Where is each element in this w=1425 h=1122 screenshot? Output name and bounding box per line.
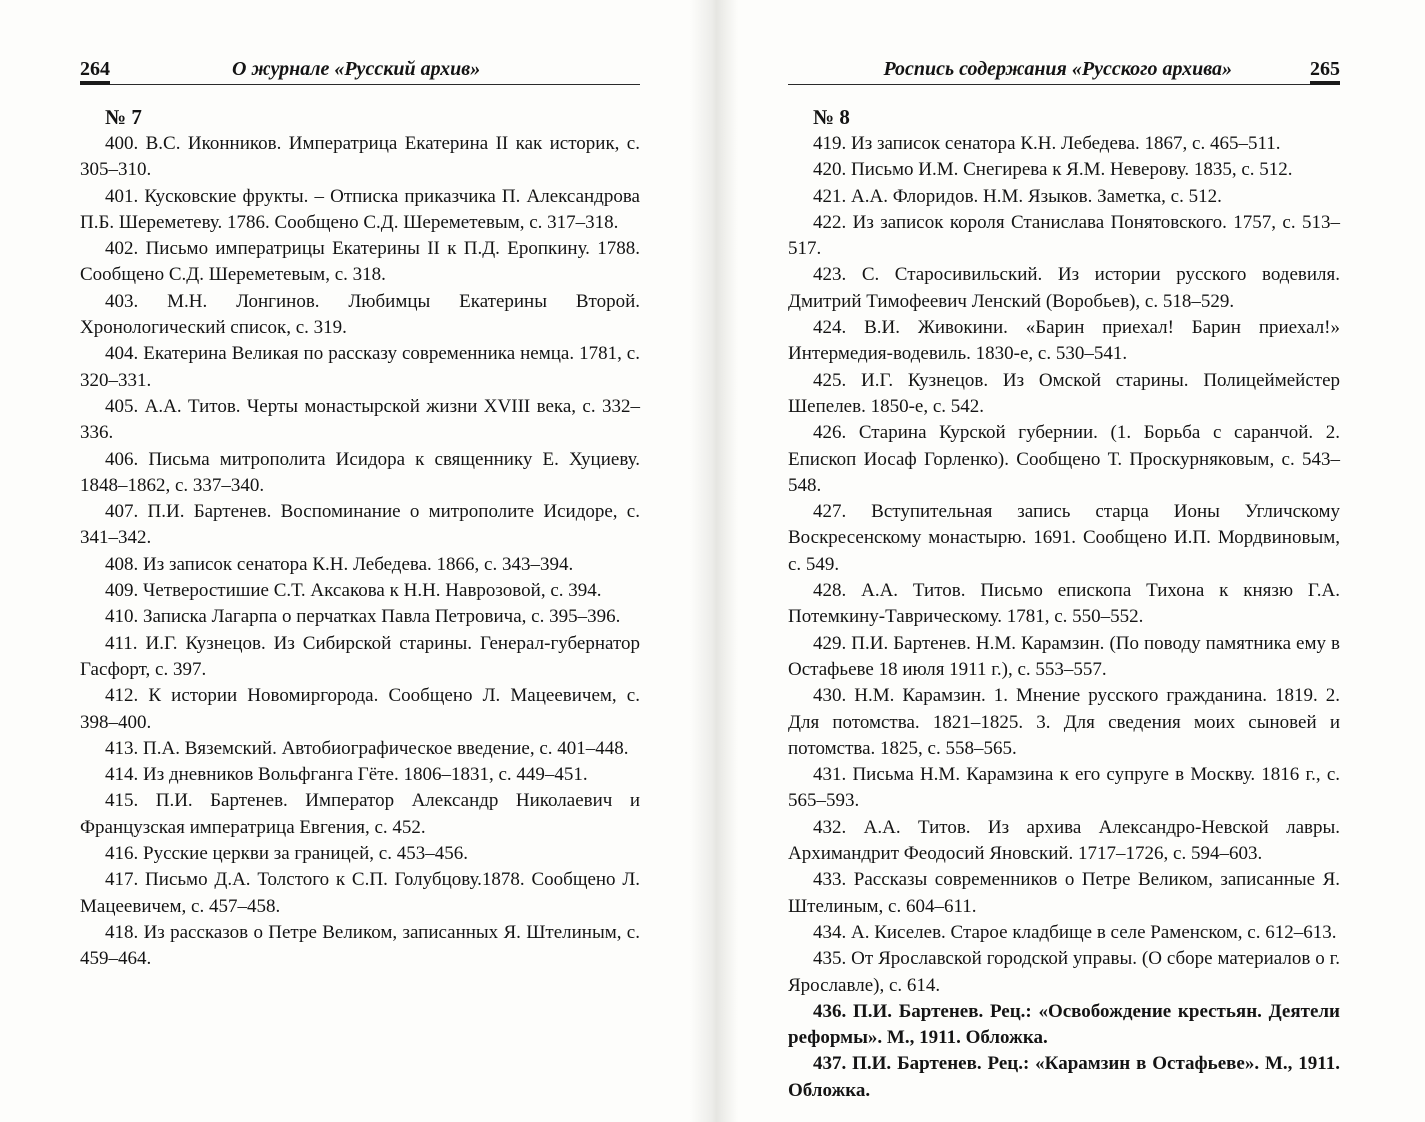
left-entry-list <box>80 131 640 973</box>
entry-411: 411. И.Г. Кузнецов. Из Сибирской старины. Генерал-губернатор Гасфорт, с. 397. <box>80 632 640 680</box>
entry-406: 406. Письма митрополита Исидора к священнику Е. Хуциеву. 1848–1862, с. 337–340. <box>80 448 640 496</box>
left-issue-label: № 7 <box>105 105 142 129</box>
right-entry-list <box>788 131 1340 1104</box>
entry-408: 408. Из записок сенатора К.Н. Лебедева. 1866, с. 343–394. <box>105 553 574 575</box>
left-page-number: 264 <box>80 58 110 85</box>
entry-415: 415. П.И. Бартенев. Император Александр Николаевич и Французская императрица Евгения, с. 452. <box>80 790 640 838</box>
entry-412: 412. К истории Новомиргорода. Сообщено Л. Мацеевичем, с. 398–400. <box>80 685 640 733</box>
entry-414: 414. Из дневников Вольфганга Гёте. 1806–1831, с. 449–451. <box>105 764 588 786</box>
entry-409: 409. Четверостишие С.Т. Аксакова к Н.Н. Наврозовой, с. 394. <box>105 580 602 602</box>
entry-405: 405. А.А. Титов. Черты монастырской жизни XVIII века, с. 332–336. <box>80 395 640 444</box>
entry-402: 402. Письмо императрицы Екатерины II к П.Д. Еропкину. 1788. Сообщено С.Д. Шереметевым, с. 318. <box>80 238 640 286</box>
entry-419: 419. Из записок сенатора К.Н. Лебедева. 1867, с. 465–511. <box>813 133 1281 154</box>
entry-427: 427. Вступительная запись старца Ионы Угличскому Воскресенскому монастырю. 1691. Сообщено И.П. Мордвиновым, с. 549. <box>788 501 1340 575</box>
entry-432: 432. А.А. Титов. Из архива Александро-Невской лавры. Архимандрит Феодосий Яновский. 1717–1726, с. 594–603. <box>788 816 1340 865</box>
entry-429: 429. П.И. Бартенев. Н.М. Карамзин. (По поводу памятника ему в Остафьеве 18 июля 1911 г.), с. 553–557. <box>788 632 1340 680</box>
entry-400: 400. В.С. Иконников. Императрица Екатерина II как историк, с. 305–310. <box>80 133 640 181</box>
entry-431: 431. Письма Н.М. Карамзина к его супруге в Москву. 1816 г., с. 565–593. <box>788 764 1340 812</box>
entry-404: 404. Екатерина Великая по рассказу современника немца. 1781, с. 320–331. <box>80 343 640 391</box>
entry-413: 413. П.А. Вяземский. Автобиографическое введение, с. 401–448. <box>105 737 629 759</box>
entry-421: 421. А.А. Флоридов. Н.М. Языков. Заметка, с. 512. <box>813 185 1222 207</box>
right-page-number: 265 <box>1310 58 1340 85</box>
entry-420: 420. Письмо И.М. Снегирева к Я.М. Неверову. 1835, с. 512. <box>813 159 1293 181</box>
entry-422: 422. Из записок короля Станислава Понятовского. 1757, с. 513–517. <box>788 211 1340 260</box>
right-running-head <box>788 58 1340 85</box>
entry-407: 407. П.И. Бартенев. Воспоминание о митрополите Исидоре, с. 341–342. <box>80 501 640 549</box>
left-running-head <box>80 58 640 85</box>
entry-426: 426. Старина Курской губернии. (1. Борьба с саранчой. 2. Епископ Иосаф Горленко). Сообщено Т. Проскурняковым, с. 543–548. <box>788 422 1340 496</box>
entry-423: 423. С. Старосивильский. Из истории русского водевиля. Дмитрий Тимофеевич Ленский (Воробьев), с. 518–529. <box>788 264 1340 312</box>
entry-410: 410. Записка Лагарпа о перчатках Павла Петровича, с. 395–396. <box>105 606 621 628</box>
entry-436: 436. П.И. Бартенев. Рец.: «Освобождение крестьян. Деятели реформы». М., 1911. Обложка. <box>788 1000 1340 1049</box>
right-issue-label: № 8 <box>813 105 850 129</box>
right-running-title: Роспись содержания «Русского архива» <box>883 58 1232 80</box>
entry-428: 428. А.А. Титов. Письмо епископа Тихона к князю Г.А. Потемкину-Таврическому. 1781, с. 550–552. <box>788 580 1340 628</box>
entry-437: 437. П.И. Бартенев. Рец.: «Карамзин в Остафьеве». М., 1911. Обложка. <box>788 1053 1340 1101</box>
entry-434: 434. А. Киселев. Старое кладбище в селе Раменском, с. 612–613. <box>813 921 1337 943</box>
entry-401: 401. Кусковские фрукты. – Отписка приказчика П. Александрова П.Б. Шереметеву. 1786. Сообщено С.Д. Шереметевым, с. 317–318. <box>80 185 640 233</box>
entry-425: 425. И.Г. Кузнецов. Из Омской старины. Полицеймейстер Шепелев. 1850-е, с. 542. <box>788 369 1340 417</box>
entry-418: 418. Из рассказов о Петре Великом, записанных Я. Штелиным, с. 459–464. <box>80 921 640 970</box>
left-running-title: О журнале «Русский архив» <box>232 58 481 80</box>
entry-417: 417. Письмо Д.А. Толстого к С.П. Голубцову.1878. Сообщено Л. Мацеевичем, с. 457–458. <box>80 869 640 917</box>
entry-424: 424. В.И. Живокини. «Барин приехал! Барин приехал!» Интермедия-водевиль. 1830-е, с. 530–541. <box>788 317 1340 365</box>
entry-435: 435. От Ярославской городской управы. (О сборе материалов о г. Ярославле), с. 614. <box>788 948 1340 996</box>
entry-430: 430. Н.М. Карамзин. 1. Мнение русского гражданина. 1819. 2. Для потомства. 1821–1825. 3. Для сведения моих сыновей и потомства. 1825, с. 558–565. <box>788 685 1340 759</box>
book-gutter <box>690 0 738 1122</box>
entry-433: 433. Рассказы современников о Петре Великом, записанные Я. Штелиным, с. 604–611. <box>788 869 1340 917</box>
entry-403: 403. М.Н. Лонгинов. Любимцы Екатерины Второй. Хронологический список, с. 319. <box>80 290 640 339</box>
entry-416: 416. Русские церкви за границей, с. 453–456. <box>105 843 468 865</box>
